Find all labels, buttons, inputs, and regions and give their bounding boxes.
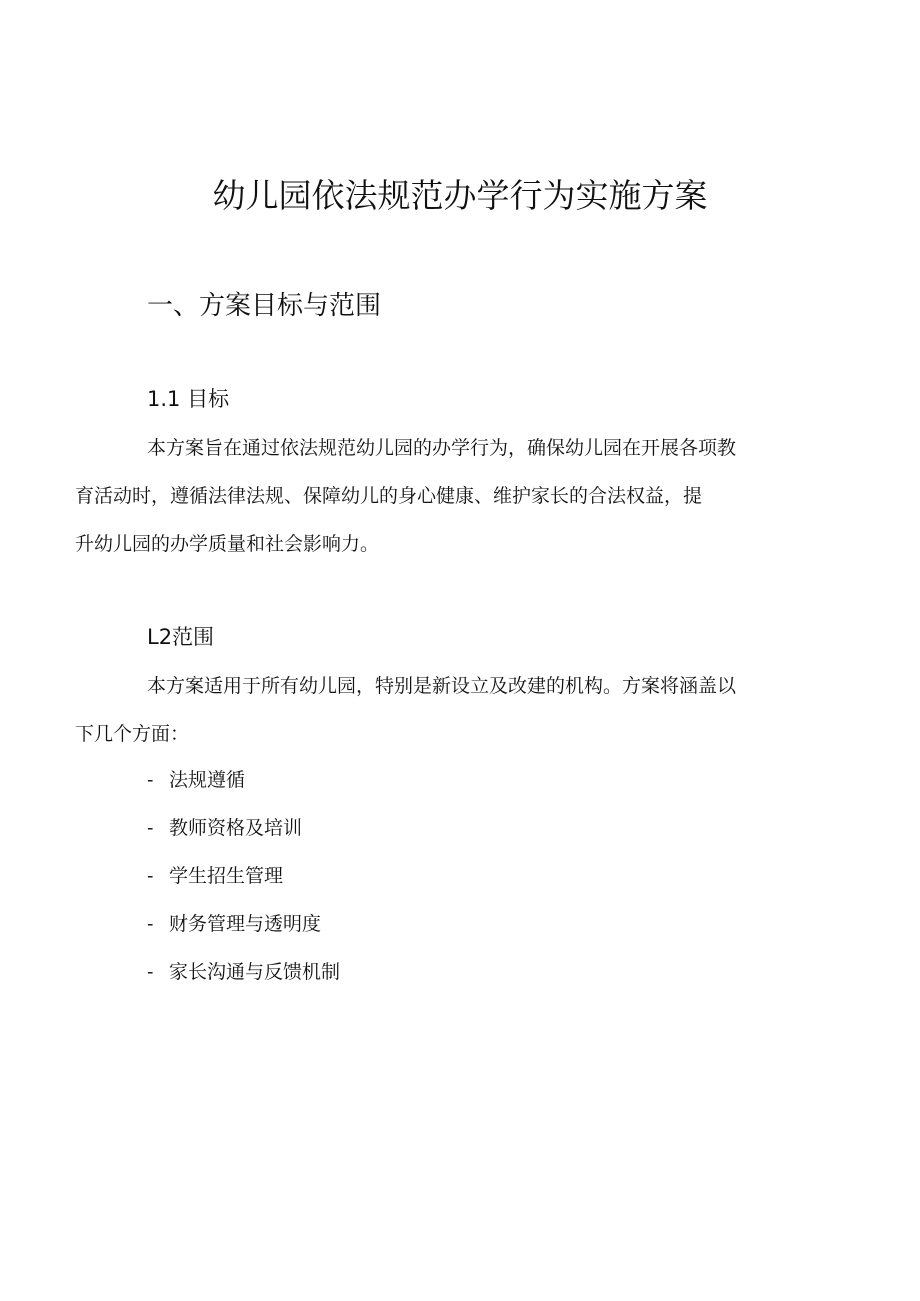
list-marker: - xyxy=(147,817,154,839)
list-marker: - xyxy=(147,913,154,935)
list-item xyxy=(147,852,340,900)
list-item xyxy=(147,948,340,996)
paragraph-line: 育活动时，遵循法律法规、保障幼儿的身心健康、维护家长的合法权益，提 xyxy=(75,485,703,507)
paragraph-line: 升幼儿园的办学质量和社会影响力。 xyxy=(75,533,380,555)
list-item-text: 家长沟通与反馈机制 xyxy=(169,961,341,983)
list-item-text: 法规遵循 xyxy=(169,769,246,791)
list-marker: - xyxy=(147,769,154,791)
list-item xyxy=(147,804,340,852)
list-item xyxy=(147,900,340,948)
paragraph-goal xyxy=(75,424,827,568)
list-item-text: 财务管理与透明度 xyxy=(169,913,322,935)
list-marker: - xyxy=(147,865,154,887)
paragraph-line: 本方案适用于所有幼儿园，特别是新设立及改建的机构。方案将涵盖以 xyxy=(147,675,737,697)
section-heading-1: 一、方案目标与范围 xyxy=(147,291,382,321)
document-title: 幼儿园依法规范办学行为实施方案 xyxy=(212,176,708,215)
paragraph-line: 本方案旨在通过依法规范幼儿园的办学行为，确保幼儿园在开展各项教 xyxy=(147,437,737,459)
paragraph-scope xyxy=(75,662,827,758)
list-item xyxy=(147,756,340,804)
scope-list xyxy=(147,756,340,996)
list-marker: - xyxy=(147,961,154,983)
subsection-heading-1-2: L2范围 xyxy=(147,625,215,649)
subsection-heading-1-1: 1.1 目标 xyxy=(147,387,230,411)
list-item-text: 教师资格及培训 xyxy=(169,817,303,839)
paragraph-line: 下几个方面： xyxy=(75,723,190,745)
list-item-text: 学生招生管理 xyxy=(169,865,284,887)
